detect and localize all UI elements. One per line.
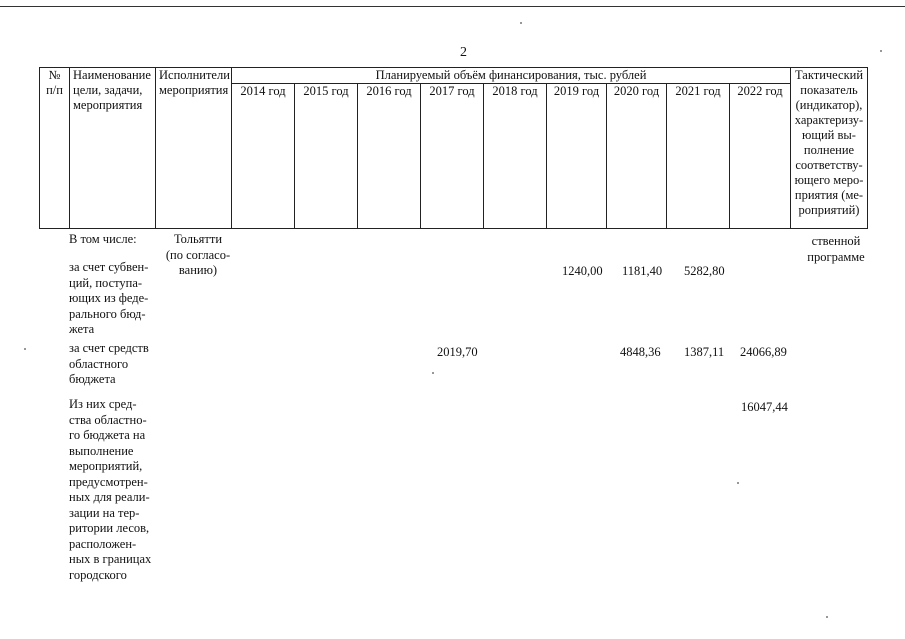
row3-2022-value: 16047,44 — [741, 400, 788, 414]
row1-2019-value: 1240,00 — [562, 264, 603, 278]
header-year-2017: 2017 год — [421, 84, 484, 229]
indicator-cont: ственной программе — [807, 234, 865, 264]
top-border-line — [0, 6, 905, 7]
header-funding-title: Планируемый объём финансирования, тыс. рублей — [232, 68, 791, 84]
header-year-2014: 2014 год — [232, 84, 295, 229]
scan-speck — [880, 50, 882, 52]
scan-speck — [24, 348, 26, 350]
header-indicator: Тактический показатель (индикатор), характеризу- ющий вы- полнение соответству- ющего меро- приятия (ме- роприятий) — [791, 68, 868, 229]
row2-2022-value: 24066,89 — [740, 345, 787, 359]
row3-label: Из них сред- ства областно- го бюджета на выполнение мероприятий, предусмотрен- ных для реали- зации на тер- ритории лесов, расположен- ных в границах городского — [69, 397, 152, 582]
row1-2020-value: 1181,40 — [622, 264, 663, 278]
row2-label: за счет средств областного бюджета — [69, 341, 149, 386]
in-total-label: В том числе: — [69, 232, 137, 246]
header-year-2016: 2016 год — [358, 84, 421, 229]
row2-2017-value: 2019,70 — [437, 345, 478, 359]
scan-speck — [432, 372, 434, 374]
header-name: Наименование цели, задачи, мероприятия — [70, 68, 156, 229]
row2-2021-value: 1387,11 — [684, 345, 725, 359]
row1-label: за счет субвен- ций, поступа- ющих из феде- рального бюд- жета — [69, 260, 149, 336]
executor-cont: Тольятти (по согласо- ванию) — [165, 232, 231, 277]
page-number: 2 — [460, 45, 467, 60]
header-year-2020: 2020 год — [607, 84, 667, 229]
scan-speck — [520, 22, 522, 24]
header-year-2019: 2019 год — [547, 84, 607, 229]
header-year-2022: 2022 год — [730, 84, 791, 229]
header-year-2018: 2018 год — [484, 84, 547, 229]
header-table — [39, 67, 868, 229]
scan-speck — [826, 616, 828, 618]
row2-2020-value: 4848,36 — [620, 345, 661, 359]
header-year-2021: 2021 год — [667, 84, 730, 229]
header-year-2015: 2015 год — [295, 84, 358, 229]
scan-speck — [737, 482, 739, 484]
header-no: № п/п — [40, 68, 70, 229]
row1-2021-value: 5282,80 — [684, 264, 725, 278]
header-executors: Исполнители мероприятия — [156, 68, 232, 229]
